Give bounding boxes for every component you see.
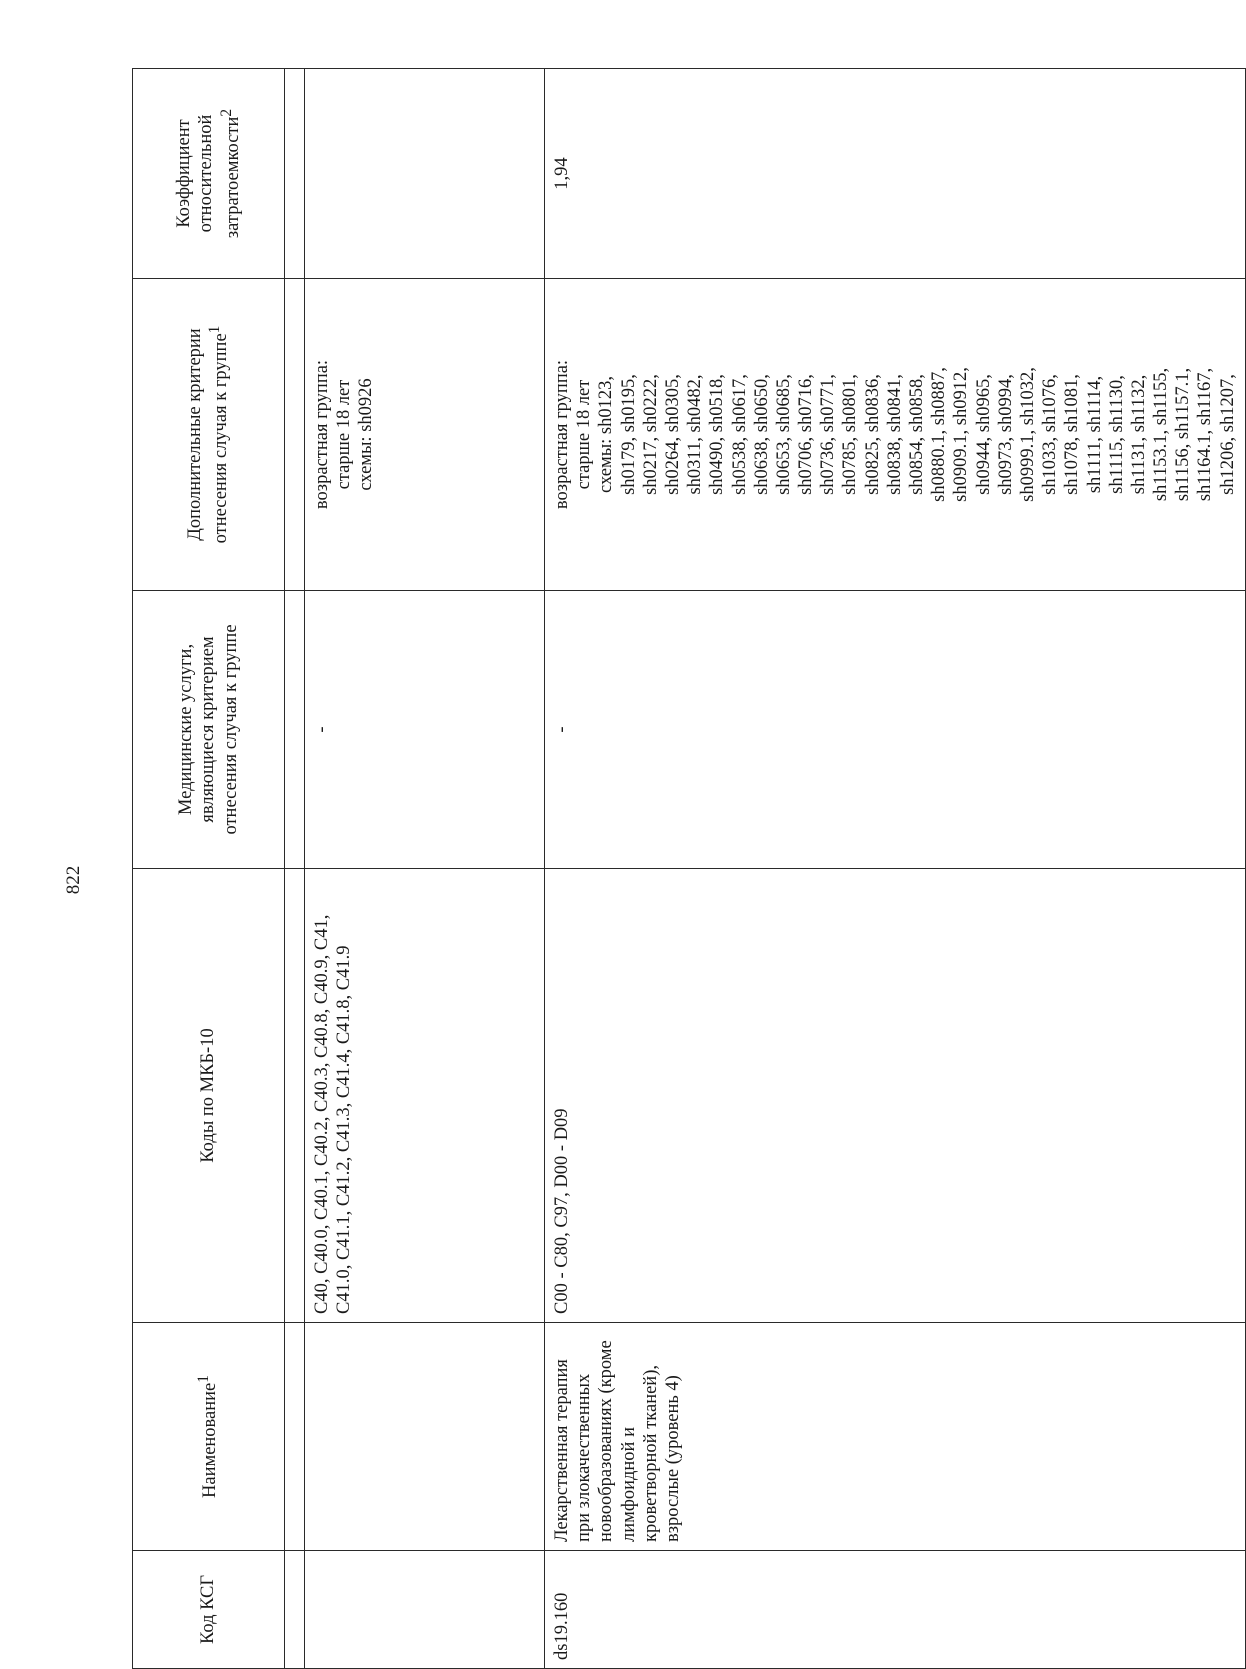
header-criteria: Дополнительные критерии отнесения случая к группе$^1$ [133,279,285,591]
criteria-line: sh0854, sh0858, [907,374,927,495]
criteria-line: sh1156, sh1157.1, [1173,367,1194,502]
criteria-line: sh0944, sh0965, [973,374,994,495]
cell-code [305,1551,545,1669]
criteria-line: sh0217, sh0222, [640,374,661,495]
criteria-line: sh1206, sh1207, [1217,374,1238,495]
cell-criteria [305,279,545,591]
cell-coef: 1,94 [545,69,1246,279]
table-row [545,69,1246,1669]
criteria-line: sh0264, sh0305, [662,374,683,495]
criteria-line: возрастная группа: [552,359,572,510]
criteria-line: sh0706, sh0716, [796,374,817,495]
cell-name: Лекарственная терапия при злокачественных новообразованиях (кроме лимфоидной и кроветворной тканей), взрослые (уровень 4) [545,1323,1246,1551]
header-icd: Коды по МКБ-10 [133,869,285,1323]
criteria-line: возрастная группа: [312,359,332,510]
criteria-line: sh0653, sh0685, [773,374,794,495]
criteria-line: sh0490, sh0518, [707,374,728,495]
table-spacer-row [285,69,305,1669]
criteria-line: sh0838, sh0841, [884,374,905,495]
cell-services: - [305,591,545,869]
criteria-line: sh0999.1, sh1032, [1017,367,1038,502]
criteria-line: sh0538, sh0617, [729,374,750,495]
criteria-line: sh0785, sh0801, [840,374,861,495]
table-row [305,69,545,1669]
ksg-table [132,68,1246,1669]
criteria-line: sh1164.1, sh1167, [1195,367,1216,502]
criteria-line: схемы: sh0926 [356,378,377,491]
cell-criteria [545,279,1246,591]
criteria-line: sh0736, sh0771, [818,374,839,495]
cell-services: - [545,591,1246,869]
criteria-line: старше 18 лет [334,379,355,490]
criteria-line: sh0825, sh0836, [862,374,883,495]
cell-name [305,1323,545,1551]
cell-coef [305,69,545,279]
criteria-line: sh0638, sh0650, [751,374,772,495]
criteria-line: старше 18 лет [574,379,595,490]
page-number: 822 [63,865,84,895]
criteria-line: sh1153.1, sh1155, [1151,367,1172,502]
criteria-line: sh0880.1, sh0887, [929,367,950,502]
criteria-line: схемы: sh0123, [596,376,617,493]
criteria-line: sh0973, sh0994, [995,374,1016,495]
header-code: Код КСГ [133,1551,285,1669]
criteria-line: sh1131, sh1132, [1128,374,1149,495]
criteria-line: sh1033, sh1076, [1040,374,1061,495]
criteria-line: sh0179, sh0195, [618,374,639,495]
criteria-line: sh1078, sh1081, [1062,374,1083,495]
table-container [132,69,1238,1669]
cell-code: ds19.160 [545,1551,1246,1669]
cell-icd: C00 - C80, C97, D00 - D09 [545,869,1246,1323]
criteria-line: sh0311, sh0482, [685,374,706,495]
header-services: Медицинские услуги, являющиеся критерием отнесения случая к группе [133,591,285,869]
criteria-line: sh0909.1, sh0912, [951,367,972,502]
table-header-row [133,69,285,1669]
header-name: Наименование$^1$ [133,1323,285,1551]
criteria-line: sh1115, sh1130, [1106,375,1127,494]
header-coef: Коэффициент относительной затратоемкости$^2$ [133,69,285,279]
cell-icd: C40, C40.0, C40.1, C40.2, C40.3, C40.8, C40.9, C41, C41.0, C41.1, C41.2, C41.3, C41.4, C41.8, C41.9 [305,869,545,1323]
criteria-line: sh1111, sh1114, [1084,375,1105,494]
